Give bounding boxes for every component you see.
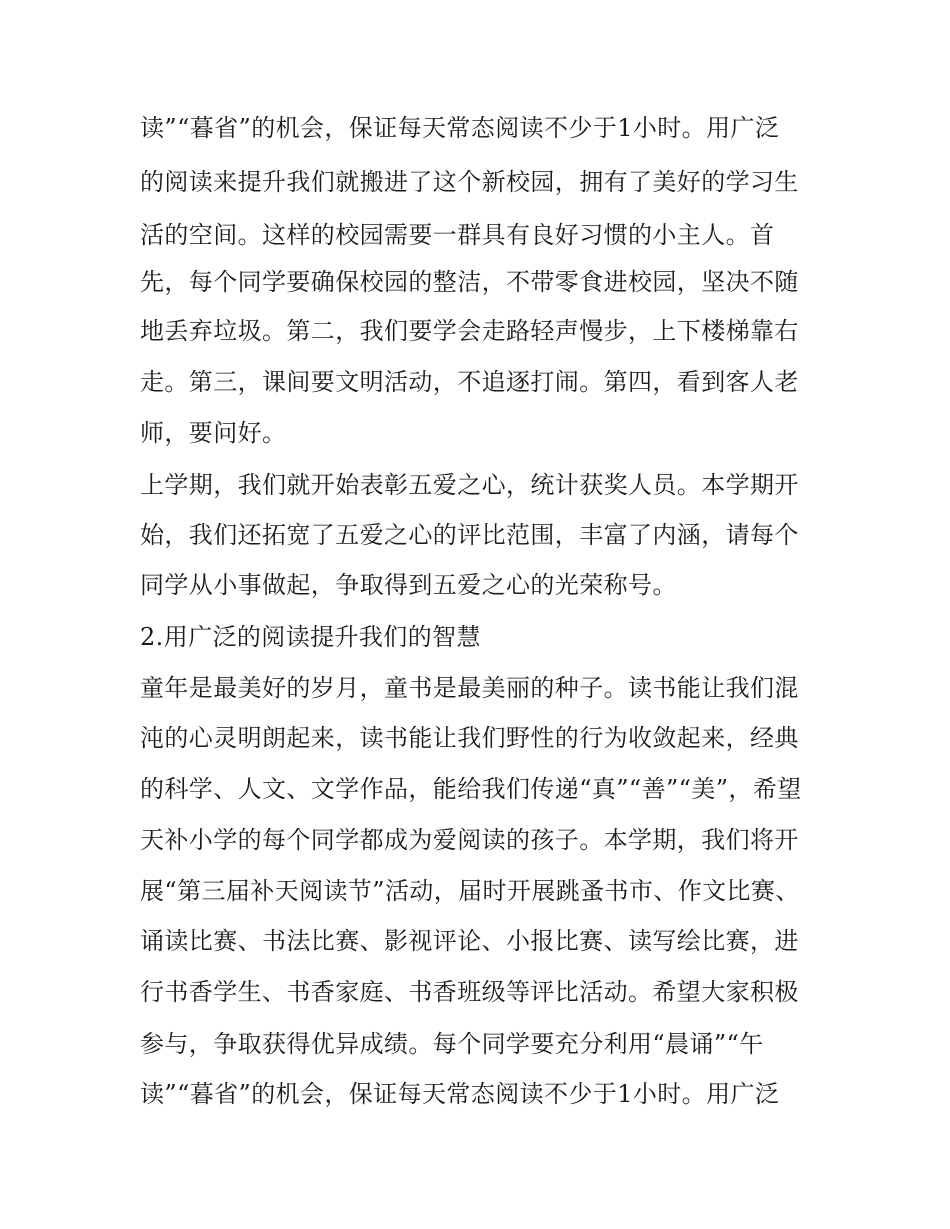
text-line: 天补小学的每个同学都成为爱阅读的孩子。本学期，我们将开	[140, 826, 799, 854]
text-line: 童年是最美好的岁月，童书是最美丽的种子。读书能让我们混	[140, 674, 799, 702]
text-line: 的科学、人文、文学作品，能给我们传递“真”“善”“美”，希望	[140, 775, 802, 803]
text-line: 沌的心灵明朗起来，读书能让我们野性的行为收敛起来，经典	[140, 724, 799, 752]
text-line: 走。第三，课间要文明活动，不追逐打闹。第四，看到客人老	[140, 368, 799, 396]
section-heading: 2.用广泛的阅读提升我们的智慧	[140, 623, 481, 651]
text-line: 读”“暮省”的机会，保证每天常态阅读不少于1小时。用广泛	[140, 1080, 780, 1108]
text-line: 展“第三届补天阅读节”活动，届时开展跳蚤书市、作文比赛、	[140, 877, 800, 905]
text-line: 上学期，我们就开始表彰五爱之心，统计获奖人员。本学期开	[140, 471, 799, 499]
text-line: 行书香学生、书香家庭、书香班级等评比活动。希望大家积极	[140, 978, 799, 1006]
text-line: 先，每个同学要确保校园的整洁，不带零食进校园，坚决不随	[140, 268, 799, 296]
text-line: 诵读比赛、书法比赛、影视评论、小报比赛、读写绘比赛，进	[140, 927, 799, 955]
text-line: 师，要问好。	[140, 419, 287, 447]
text-line: 参与，争取获得优异成绩。每个同学要充分利用“晨诵”“午	[140, 1030, 764, 1058]
text-line: 始，我们还拓宽了五爱之心的评比范围，丰富了内涵，请每个	[140, 521, 799, 549]
text-line: 地丢弃垃圾。第二，我们要学会走路轻声慢步，上下楼梯靠右	[140, 317, 799, 345]
text-line: 的阅读来提升我们就搬进了这个新校园，拥有了美好的学习生	[140, 168, 799, 196]
text-line: 活的空间。这样的校园需要一群具有良好习惯的小主人。首	[140, 221, 775, 249]
text-line: 同学从小事做起，争取得到五爱之心的光荣称号。	[140, 571, 677, 599]
text-line: 读”“暮省”的机会，保证每天常态阅读不少于1小时。用广泛	[140, 114, 780, 142]
